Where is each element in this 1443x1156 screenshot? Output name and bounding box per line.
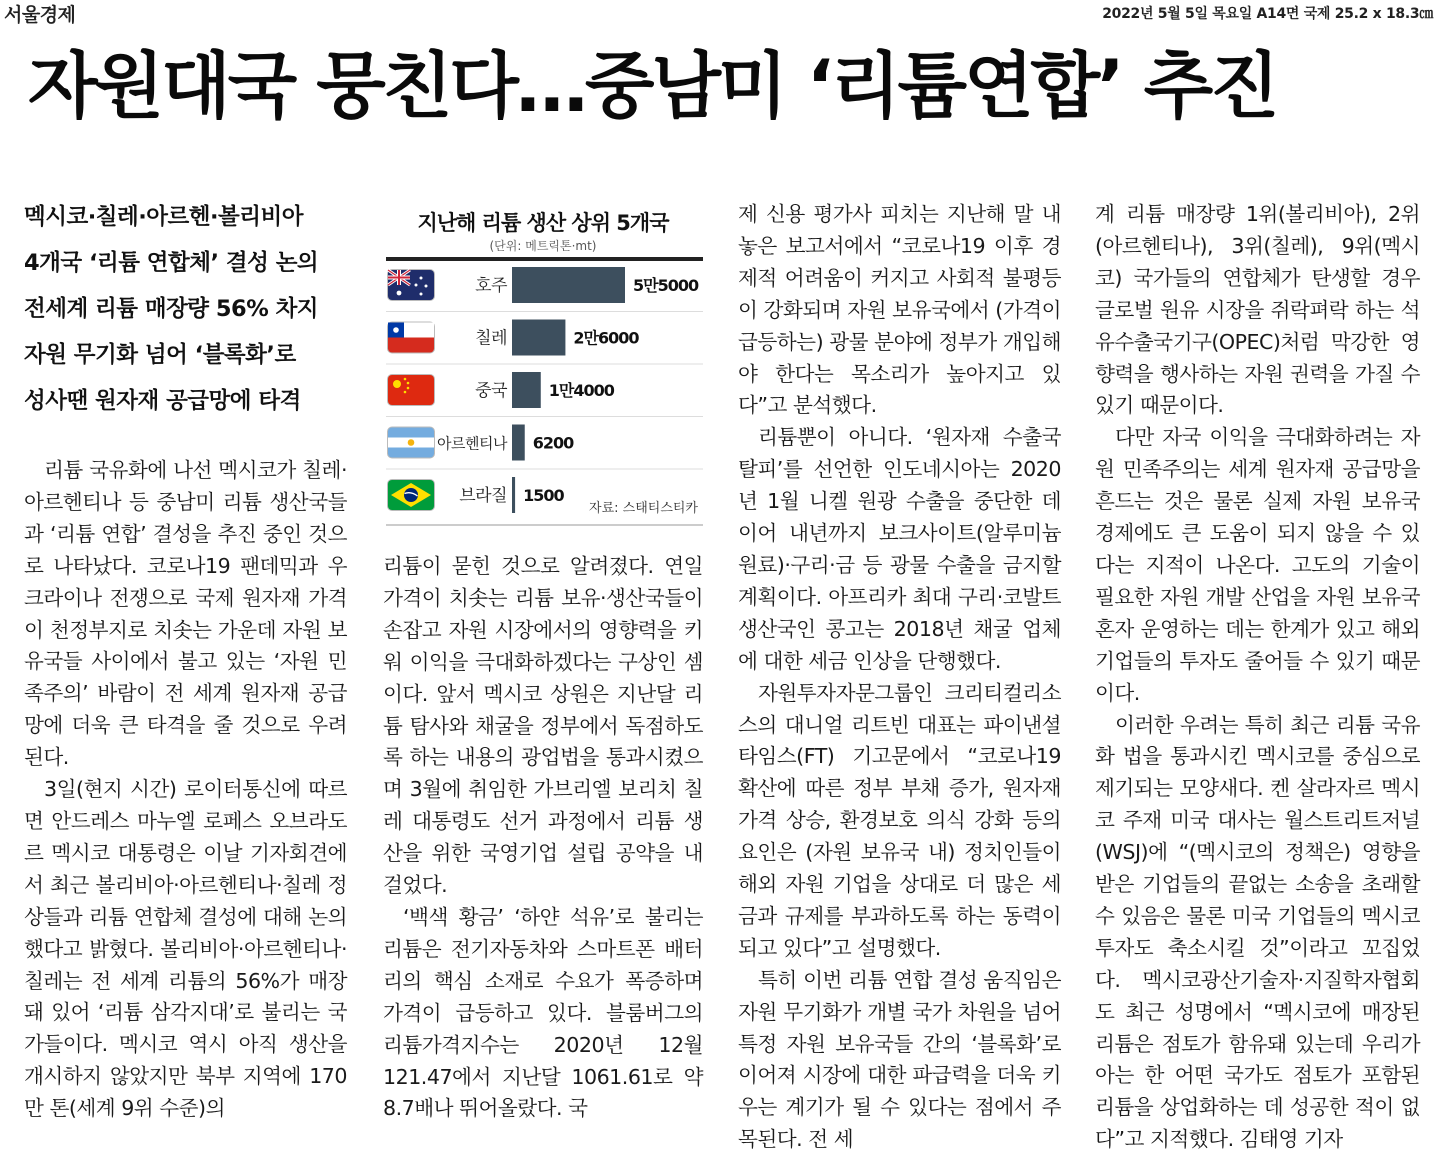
chile-flag-icon [387,322,435,354]
chart-category-label: 칠레 [475,328,507,349]
chart-category-label: 중국 [475,381,508,401]
subheadline: 전세계 리튬 매장량 56% 차지 [24,290,354,336]
chart-value-label: 6200 [533,434,574,453]
subheadline: 4개국 ‘리튬 연합체’ 결성 논의 [24,244,354,290]
subheadlines [24,198,354,428]
australia-flag-icon [387,269,435,301]
subheadline: 자원 무기화 넘어 ‘블록화’로 [24,336,354,382]
article-column-1 [24,455,347,1125]
brazil-flag-icon [387,479,435,511]
headline: 자원대국 뭉친다…중남미 ‘리튬연합’ 추진 [28,36,1428,136]
article-paragraph: 계 리튬 매장량 1위(볼리비아), 2위(아르헨티나), 3위(칠레), 9위(멕시코) 국가들의 연합체가 탄생할 경우 글로벌 원유 시장을 쥐락펴락 하는 석유수출국기구(OPEC)처럼 막강한 영향력을 행사하는 자원 권력을 가질 수 있기 때문이다. [1095,199,1420,422]
article-paragraph: 리튬뿐이 아니다. ‘원자재 수출국 탈피’를 선언한 인도네시아는 2020년 1월 니켈 원광 수출을 중단한 데 이어 내년까지 보크사이트(알루미늄 원료)·구리·금 등 광물 수출을 금지할 계획이다. 아프리카 최대 구리·코발트 생산국인 콩고는 2018년 채굴 업체에 대한 세금 인상을 단행했다. [738,422,1061,677]
chart-bar [512,267,625,303]
article-paragraph: 리튬 국유화에 나선 멕시코가 칠레·아르헨티나 등 중남미 리튬 생산국들과 ‘리튬 연합’ 결성을 추진 중인 것으로 나타났다. 코로나19 팬데믹과 우크라이나 전쟁으로 국제 원자재 가격이 천정부지로 치솟는 가운데 자원 보유국들 사이에서 불고 있는 ‘자원 민족주의’ 바람이 전 세계 원자재 공급망에 더욱 큰 타격을 줄 것으로 우려된다. [24,455,347,774]
chart-source: 자료: 스태티스티카 [589,497,698,516]
article-paragraph: 다만 자국 이익을 극대화하려는 자원 민족주의는 세계 원자재 공급망을 흔드는 것은 물론 실제 자원 보유국 경제에도 큰 도움이 되지 않을 수 있다는 지적이 나온다. 고도의 기술이 필요한 자원 개발 산업을 자원 보유국 혼자 운영하는 데는 한계가 있고 해외 기업들의 투자도 줄어들 수 있기 때문이다. [1095,422,1420,709]
chart-bar [512,320,565,356]
chart-value-label: 5만5000 [633,276,699,295]
chart-category-label: 호주 [475,276,508,296]
dateline: 2022년 5월 5일 목요일 A14면 국제 25.2 x 18.3㎝ [1102,3,1433,23]
article-paragraph: 제 신용 평가사 피치는 지난해 말 내놓은 보고서에서 “코로나19 이후 경제적 어려움이 커지고 사회적 불평등이 강화되며 자원 보유국에서 (가격이 급등하는) 광물 분야에 정부가 개입해야 한다는 목소리가 높아지고 있다”고 분석했다. [738,199,1061,422]
chart-value-label: 1만4000 [549,381,615,400]
chart-plot [383,199,703,529]
article-paragraph: 리튬이 묻힌 것으로 알려졌다. 연일 가격이 치솟는 리튬 보유·생산국들이 손잡고 자원 시장에서의 영향력을 키워 이익을 극대화하겠다는 구상인 셈이다. 앞서 멕시코 상원은 지난달 리튬 탐사와 채굴을 정부에서 독점하도록 하는 내용의 광업법을 통과시켰으며 3월에 취임한 가브리엘 보리치 칠레 대통령도 선거 과정에서 리튬 생산을 위한 국영기업 설립 공약을 내걸었다. [383,551,703,902]
chart-category-label: 브라질 [459,485,507,506]
china-flag-icon [387,374,435,406]
article-paragraph: 자원투자자문그룹인 크리티컬리소스의 대니얼 리트빈 대표는 파이낸셜타임스(FT) 기고문에서 “코로나19 확산에 따른 정부 부채 증가, 원자재 가격 상승, 환경보호 의식 강화 등의 요인은 (자원 보유국 내) 정치인들이 해외 자원 기업을 상대로 더 많은 세금과 규제를 부과하도록 하는 동력이 되고 있다”고 설명했다. [738,678,1061,965]
article-paragraph: 이러한 우려는 특히 최근 리튬 국유화 법을 통과시킨 멕시코를 중심으로 제기되는 모양새다. 켄 살라자르 멕시코 주재 미국 대사는 월스트리트저널(WSJ)에 “(멕시코의 정책은) 영향을 받은 기업들의 끝없는 소송을 초래할 수 있음은 물론 미국 기업들의 멕시코 투자도 축소시킬 것”이라고 꼬집었다. 멕시코광산기술자·지질학자협회도 최근 성명에서 “멕시코에 매장된 리튬은 점토가 함유돼 있는데 우리가 아는 한 어떤 국가도 점토가 포함된 리튬을 상업화하는 데 성공한 적이 없다”고 지적했다. 김태영 기자 [1095,710,1420,1156]
chart-value-label: 2만6000 [573,329,639,348]
article-paragraph: ‘백색 황금’ ‘하얀 석유’로 불리는 리튬은 전기자동차와 스마트폰 배터리의 핵심 소재로 수요가 폭증하며 가격이 급등하고 있다. 블룸버그의 리튬가격지수는 2020년 12월 121.47에서 지난달 1061.61로 약 8.7배나 뛰어올랐다. 국 [383,902,703,1125]
chart-title: 지난해 리튬 생산 상위 5개국 [383,207,703,237]
chart-value-label: 1500 [523,486,564,505]
chart-unit: (단위: 메트릭톤·mt) [383,237,703,254]
chart-category-label: 아르헨티나 [437,435,508,453]
article-column-4 [1095,199,1420,1156]
article-paragraph: 3일(현지 시간) 로이터통신에 따르면 안드레스 마누엘 로페스 오브라도르 멕시코 대통령은 이날 기자회견에서 최근 볼리비아·아르헨티나·칠레 정상들과 리튬 연합체 결성에 대해 논의했다고 밝혔다. 볼리비아·아르헨티나·칠레는 전 세계 리튬의 56%가 매장돼 있어 ‘리튬 삼각지대’로 불리는 국가들이다. 멕시코 역시 아직 생산을 개시하지 않았지만 북부 지역에 170만 톤(세계 9위 수준)의 [24,774,347,1125]
subheadline: 멕시코·칠레·아르헨·볼리비아 [24,198,354,244]
subheadline: 성사땐 원자재 공급망에 타격 [24,382,354,428]
article-column-2 [383,551,703,1125]
chart-bar [512,425,525,461]
article-paragraph: 특히 이번 리튬 연합 결성 움직임은 자원 무기화가 개별 국가 차원을 넘어 특정 자원 보유국들 간의 ‘블록화’로 이어져 시장에 대한 파급력을 더욱 키우는 계기가 될 수 있다는 점에서 주목된다. 전 세 [738,965,1061,1156]
chart-bar [512,372,541,408]
chart-bar [512,477,515,513]
masthead: 서울경제 [4,0,75,27]
argentina-flag-icon [387,427,435,459]
lithium-production-chart [383,199,703,529]
article-column-3 [738,199,1061,1156]
